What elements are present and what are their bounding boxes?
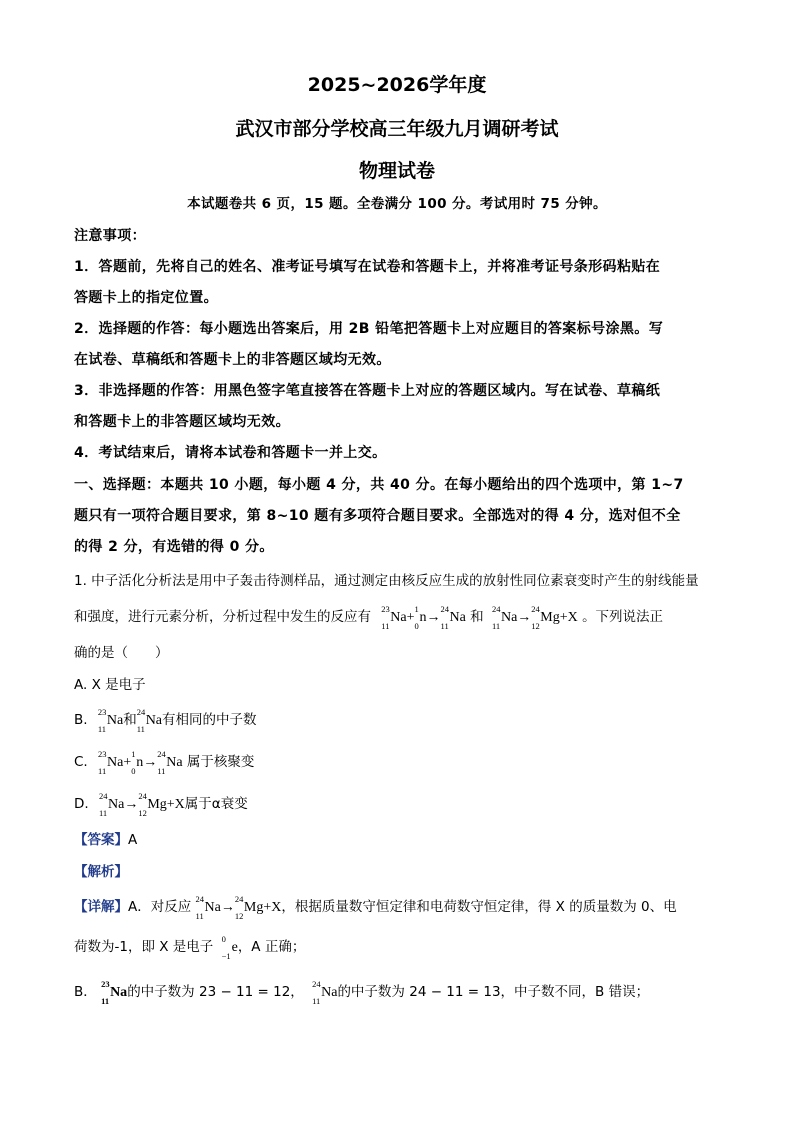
- reaction-2: 24 11 Na→ 24 12 Mg+X: [491, 604, 578, 631]
- note-2-line-1: 2．选择题的作答：每小题选出答案后，用 2B 铅笔把答题卡上对应题目的答案标号涂黑。写: [74, 321, 664, 337]
- q1-stem-line-2: [74, 604, 664, 631]
- answer-tag: 【答案】: [74, 832, 128, 848]
- arrow-icon: →: [143, 755, 158, 770]
- detail-tag: 【详解】: [74, 899, 128, 915]
- nuclide-mg24: 24 12 Mg: [531, 604, 560, 631]
- note-3-line-2: 和答题卡上的非答题区域均无效。: [74, 414, 290, 430]
- nuclide-neutron: 1 0 n: [414, 604, 427, 631]
- q1-stem-end: 。下列说法正: [582, 609, 664, 625]
- exam-title: 武汉市部分学校高三年级九月调研考试: [235, 118, 559, 140]
- subject-title: 物理试卷: [358, 160, 435, 182]
- analysis-tag: 【解析】: [74, 864, 128, 880]
- detail-line-2: 荷数为-1，即 X 是电子 0 −1 e，A 正确；: [74, 934, 306, 961]
- note-1-line-1: 1．答题前，先将自己的姓名、准考证号填写在试卷和答题卡上，并将准考证号条形码粘贴在: [74, 259, 661, 275]
- option-d: D. 24 11 Na→ 24 12 Mg+X属于α衰变: [74, 791, 248, 818]
- option-a: A. X 是电子: [74, 677, 146, 693]
- section-line-1: 一、选择题：本题共 10 小题，每小题 4 分，共 40 分。在每小题给出的四个选项中，第 1~7: [74, 477, 684, 493]
- arrow-icon: →: [517, 610, 532, 625]
- section-line-3: 的得 2 分，有选错的得 0 分。: [74, 539, 274, 555]
- arrow-icon: →: [426, 610, 441, 625]
- q1-stem-line-1: 1. 中子活化分析法是用中子轰击待测样品，通过测定由核反应生成的放射性同位素衰变时产生的射线能量: [74, 573, 699, 589]
- answer-line: [74, 828, 137, 848]
- option-c: C. 23 11 Na+ 1 0 n→ 24 11 Na 属于核聚变: [74, 749, 255, 776]
- and-word: 和: [470, 609, 484, 625]
- detail-line-3: B． 23 11 Na的中子数为 23 − 11 = 12， 24 11 Na的中子数为 24 − 11 = 13，中子数不同，B 错误；: [74, 979, 650, 1006]
- nuclide-na24: 24 11 Na: [440, 604, 466, 631]
- reaction-1: 23 11 Na+ 1 0 n→ 24 11 Na: [381, 604, 466, 631]
- note-2-line-2: 在试卷、草稿纸和答题卡上的非答题区域均无效。: [74, 352, 391, 368]
- exam-year: 2025~2026学年度: [307, 74, 487, 96]
- arrow-icon: →: [124, 797, 139, 812]
- section-line-2: 题只有一项符合题目要求，第 8~10 题有多项符合题目要求。全部选对的得 4 分，选对但不全: [74, 508, 681, 524]
- option-b: B. 23 11 Na和 24 11 Na有相同的中子数: [74, 707, 257, 734]
- note-4: 4．考试结束后，请将本试卷和答题卡一并上交。: [74, 445, 387, 461]
- arrow-icon: →: [220, 900, 235, 915]
- answer-value: A: [128, 832, 138, 848]
- note-3-line-1: 3．非选择题的作答：用黑色签字笔直接答在答题卡上对应的答题区域内。写在试卷、草稿纸: [74, 383, 661, 399]
- notes-heading: 注意事项：: [74, 228, 146, 244]
- detail-line-1: 【详解】A．对反应 24 11 Na→ 24 12 Mg+X，根据质量数守恒定律和电荷数守恒定律，得 X 的质量数为 0、电: [74, 894, 677, 921]
- q1-stem-text: 和强度，进行元素分析，分析过程中发生的反应有: [74, 609, 371, 625]
- q1-stem-line-3: 确的是（ ）: [74, 645, 169, 661]
- nuclide-na23: 23 11 Na: [381, 604, 407, 631]
- note-1-line-2: 答题卡上的指定位置。: [74, 290, 218, 306]
- exam-info: 本试题卷共 6 页，15 题。全卷满分 100 分。考试用时 75 分钟。: [187, 196, 607, 212]
